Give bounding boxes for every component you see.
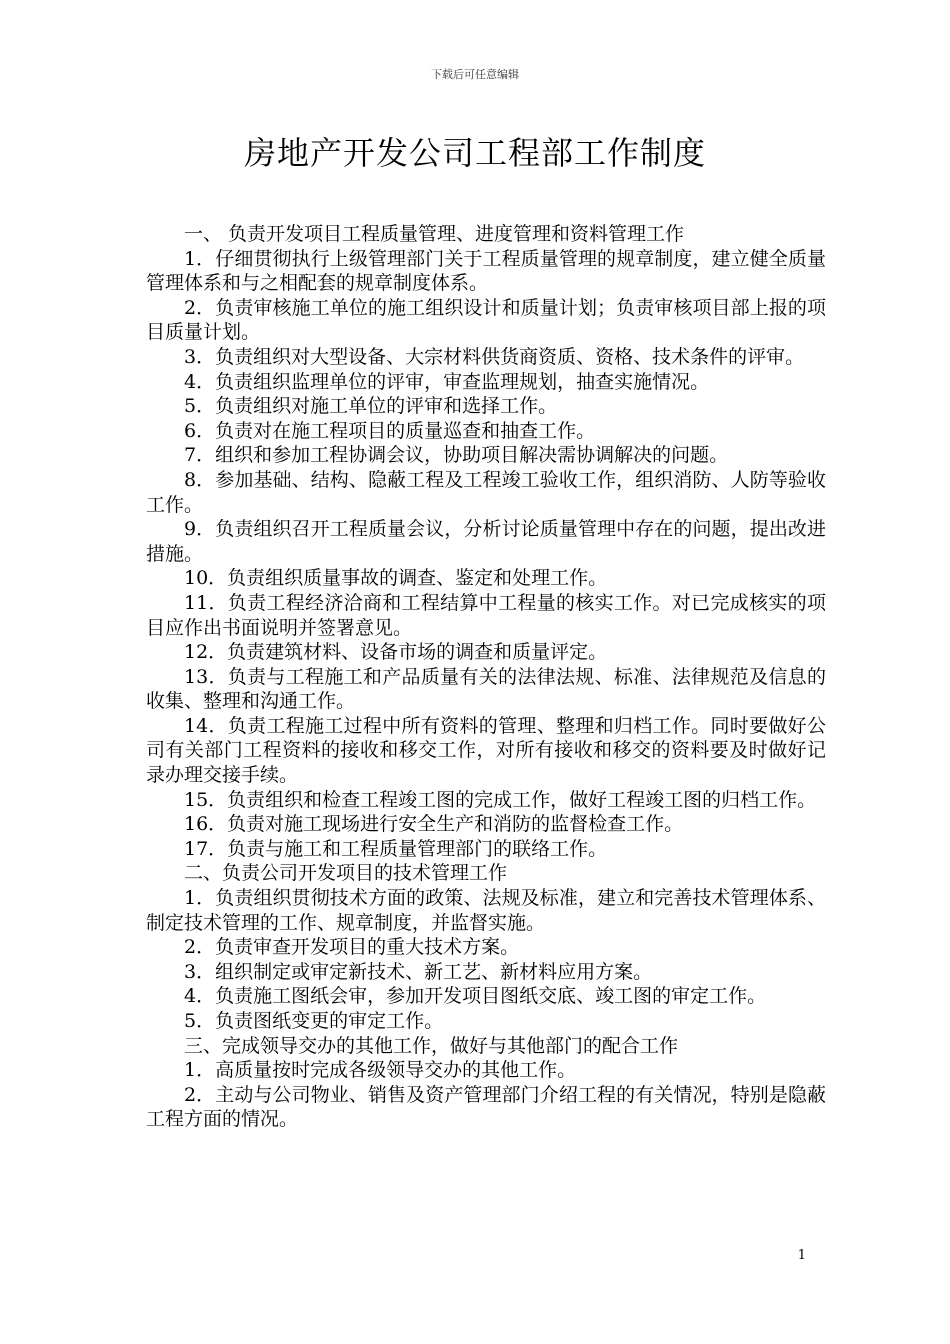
list-item: 4．负责组织监理单位的评审，审查监理规划，抽查实施情况。 [184, 370, 710, 393]
document-title: 房地产开发公司工程部工作制度 [243, 134, 706, 172]
list-item: 4．负责施工图纸会审，参加开发项目图纸交底、竣工图的审定工作。 [184, 985, 767, 1008]
list-item: 5．负责组织对施工单位的评审和选择工作。 [184, 395, 558, 418]
list-item: 1．高质量按时完成各级领导交办的其他工作。 [184, 1059, 577, 1082]
list-item: 1．负责组织贯彻技术方面的政策、法规及标准，建立和完善技术管理体系、制定技术管理的工作、规章制度，并监督实施。 [146, 887, 826, 934]
list-item: 16．负责对施工现场进行安全生产和消防的监督检查工作。 [184, 813, 684, 836]
list-item: 17．负责与施工和工程质量管理部门的联络工作。 [184, 837, 608, 860]
section-heading-2: 二、负责公司开发项目的技术管理工作 [184, 862, 508, 885]
list-item: 15．负责组织和检查工程竣工图的完成工作，做好工程竣工图的归档工作。 [184, 788, 817, 811]
list-item: 2．主动与公司物业、销售及资产管理部门介绍工程的有关情况，特别是隐蔽工程方面的情况。 [146, 1083, 826, 1131]
list-item: 11．负责工程经济洽商和工程结算中工程量的核实工作。对已完成核实的项目应作出书面说明并签署意见。 [146, 591, 826, 639]
list-item: 10．负责组织质量事故的调查、鉴定和处理工作。 [184, 567, 608, 590]
list-item: 12．负责建筑材料、设备市场的调查和质量评定。 [184, 641, 608, 664]
list-item: 8．参加基础、结构、隐蔽工程及工程竣工验收工作，组织消防、人防等验收工作。 [146, 468, 826, 516]
list-item: 1．仔细贯彻执行上级管理部门关于工程质量管理的规章制度，建立健全质量管理体系和与之相配套的规章制度体系。 [146, 247, 826, 295]
list-item: 5．负责图纸变更的审定工作。 [184, 1010, 444, 1032]
list-item: 14．负责工程施工过程中所有资料的管理、整理和归档工作。同时要做好公司有关部门工程资料的接收和移交工作，对所有接收和移交的资料要及时做好记录办理交接手续。 [146, 714, 826, 787]
list-item: 3．组织制定或审定新技术、新工艺、新材料应用方案。 [184, 960, 653, 983]
header-note: 下载后可任意编辑 [431, 68, 519, 81]
list-item: 3．负责组织对大型设备、大宗材料供货商资质、资格、技术条件的评审。 [184, 345, 805, 368]
section-heading-3: 三、完成领导交办的其他工作，做好与其他部门的配合工作 [184, 1034, 679, 1057]
list-item: 2．负责审查开发项目的重大技术方案。 [184, 936, 520, 959]
list-item: 13．负责与工程施工和产品质量有关的法律法规、标准、法律规范及信息的收集、整理和沟通工作。 [146, 665, 826, 713]
section-heading-1: 一、 负责开发项目工程质量管理、进度管理和资料管理工作 [184, 223, 685, 245]
list-item: 9．负责组织召开工程质量会议，分析讨论质量管理中存在的问题，提出改进措施。 [146, 518, 826, 565]
list-item: 2．负责审核施工单位的施工组织设计和质量计划；负责审核项目部上报的项目质量计划。 [146, 296, 826, 344]
list-item: 6．负责对在施工程项目的质量巡查和抽查工作。 [184, 419, 596, 442]
list-item: 7．组织和参加工程协调会议，协助项目解决需协调解决的问题。 [184, 444, 729, 467]
page-number: 1 [797, 1248, 806, 1263]
document-body [146, 222, 826, 1132]
